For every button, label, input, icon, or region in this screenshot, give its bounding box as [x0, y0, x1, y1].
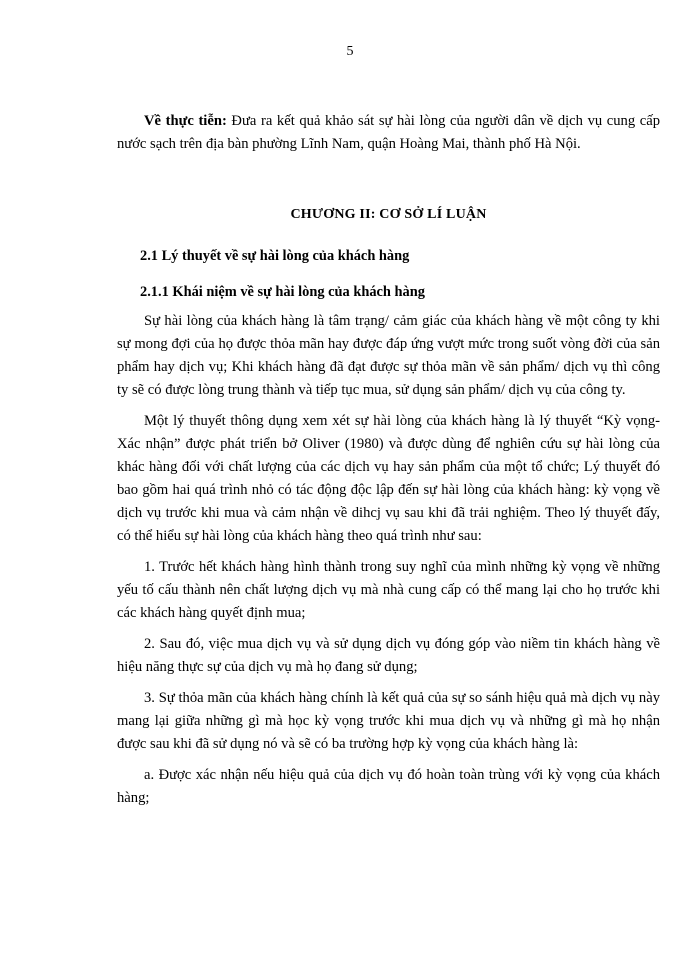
list-item: 1. Trước hết khách hàng hình thành trong suy nghĩ của mình những kỳ vọng về những yếu tố cấu thành nên chất lượng dịch vụ mà nhà cung cấp có thể mang lại cho họ trước khi các khách hàng quyết định mua;	[117, 559, 660, 621]
intro-paragraph	[117, 110, 660, 156]
document-body	[117, 110, 660, 810]
list-item: 2. Sau đó, việc mua dịch vụ và sử dụng dịch vụ đóng góp vào niềm tin khách hàng về hiệu năng thực sự của dịch vụ mà họ đang sử dụng;	[117, 636, 660, 675]
intro-text: Đưa ra kết quả khảo sát sự hài lòng của người dân về dịch vụ cung cấp nước sạch trên địa bàn phường Lĩnh Nam, quận Hoàng Mai, thành phố Hà Nội.	[117, 113, 660, 152]
page-number: 5	[346, 44, 354, 59]
list-item: a. Được xác nhận nếu hiệu quả của dịch vụ đó hoàn toàn trùng với kỳ vọng của khách hàng;	[117, 767, 660, 806]
paragraph: Một lý thuyết thông dụng xem xét sự hài lòng của khách hàng là lý thuyết “Kỳ vọng- Xác nhận” được phát triển bở Oliver (1980) và được dùng để nghiên cứu sự hài lòng của khác hàng đối với chất lượng của các dịch vụ hay sản phẩm của một tổ chức; Lý thuyết đó bao gồm hai quá trình nhỏ có tác động độc lập đến sự hài lòng của khách hàng: kỳ vọng về dịch vụ trước khi mua và cảm nhận về dihcj vụ sau khi đã trải nghiệm. Theo lý thuyết đấy, có thể hiểu sự hài lòng của khách hàng theo quá trình như sau:	[117, 413, 660, 544]
section-heading-2-1: 2.1 Lý thuyết về sự hài lòng của khách hàng	[140, 248, 410, 264]
paragraph: Sự hài lòng của khách hàng là tâm trạng/ cảm giác của khách hàng về một công ty khi sự mong đợi của họ được thỏa mãn hay được đáp ứng vượt mức trong suốt vòng đời của sản phẩm hay dịch vụ; Khi khách hàng đã đạt được sự thỏa mãn về sản phẩm/ dịch vụ thì công ty sẽ có được lòng trung thành và tiếp tục mua, sử dụng sản phẩm/ dịch vụ của công ty.	[117, 313, 660, 398]
list-item: 3. Sự thỏa mãn của khách hàng chính là kết quả của sự so sánh hiệu quả mà dịch vụ này mang lại giữa những gì mà học kỳ vọng trước khi mua dịch vụ và những gì mà họ nhận được sau khi đã sử dụng nó và sẽ có ba trường hợp kỳ vọng của khách hàng là:	[117, 690, 660, 752]
intro-lead: Về thực tiễn:	[144, 113, 227, 129]
section-heading-2-1-1: 2.1.1 Khái niệm về sự hài lòng của khách hàng	[140, 284, 425, 300]
chapter-title: CHƯƠNG II: CƠ SỞ LÍ LUẬN	[290, 207, 487, 222]
